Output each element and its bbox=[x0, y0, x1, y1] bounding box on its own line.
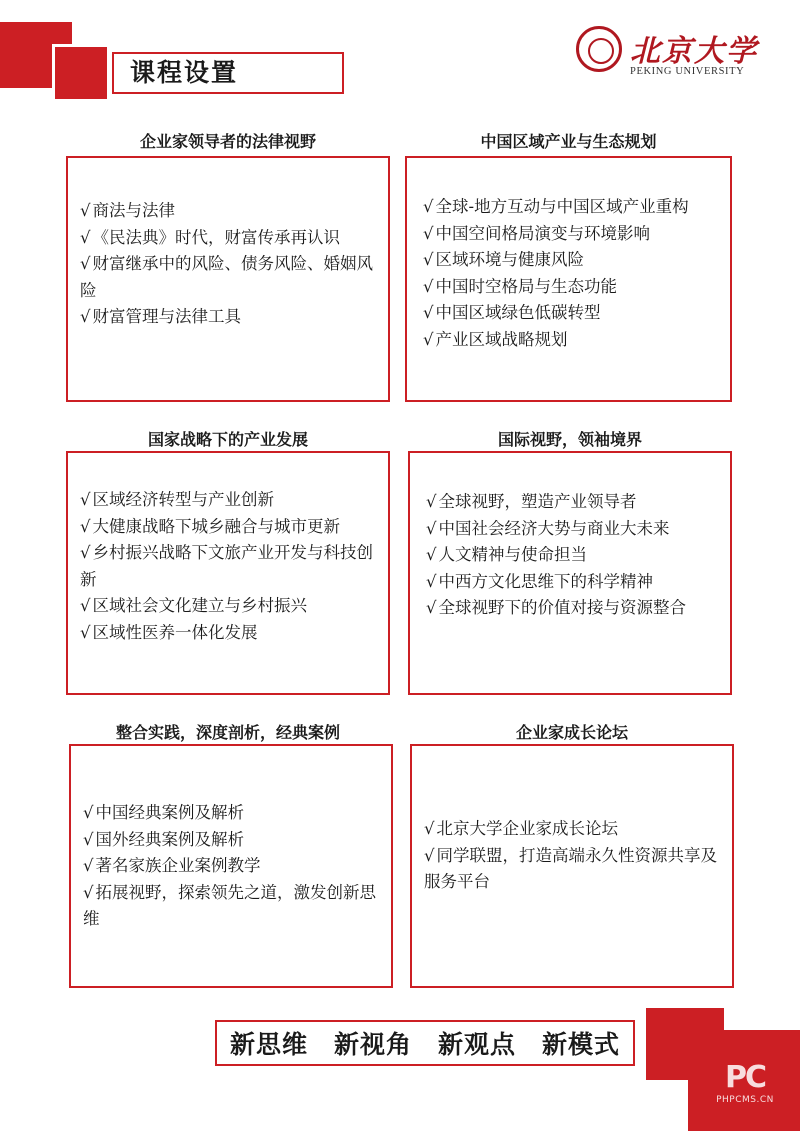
list-item: √ 著名家族企业案例教学 bbox=[83, 856, 261, 875]
list-item: √ 财富管理与法律工具 bbox=[80, 307, 242, 326]
list-item: √ 中国社会经济大势与商业大未来 bbox=[426, 518, 670, 538]
section-box-regional bbox=[405, 156, 732, 402]
list-item: √ 中国区域绿色低碳转型 bbox=[423, 303, 601, 322]
section-box-international bbox=[408, 451, 732, 695]
list-item: √ 中西方文化思维下的科学精神 bbox=[426, 571, 654, 591]
list-item: √ 全球视野，塑造产业领导者 bbox=[426, 492, 637, 511]
decor-red-square-small bbox=[52, 44, 110, 102]
list-item: √ 区域性医养一体化发展 bbox=[80, 622, 258, 642]
list-item: √ 大健康战略下城乡融合与城市更新 bbox=[80, 516, 341, 536]
section-box-forum bbox=[410, 744, 734, 988]
section-title-regional: 中国区域产业与生态规划 bbox=[480, 132, 657, 151]
list-item: √ 国外经典案例及解析 bbox=[83, 829, 245, 849]
list-item: √ 中国时空格局与生态功能 bbox=[423, 276, 618, 296]
list-item: √ 北京大学企业家成长论坛 bbox=[424, 819, 619, 838]
section-title-international: 国际视野，领袖境界 bbox=[497, 430, 642, 449]
section-title-legal: 企业家领导者的法律视野 bbox=[139, 132, 316, 151]
section-box-legal bbox=[66, 156, 390, 402]
logo-chinese-text: 北京大学 bbox=[630, 34, 758, 69]
watermark-logo: PC bbox=[724, 1060, 765, 1095]
slogan-new-perspective: 新视角 bbox=[333, 1030, 412, 1059]
list-item: √ 区域环境与健康风险 bbox=[423, 250, 585, 269]
section-title-industry: 国家战略下的产业发展 bbox=[147, 430, 308, 449]
list-item: √ 中国经典案例及解析 bbox=[83, 803, 245, 822]
list-item: √ 乡村振兴战略下文旅产业开发与科技创新 bbox=[80, 543, 374, 589]
section-box-industry bbox=[66, 451, 390, 695]
logo-english-text: PEKING UNIVERSITY bbox=[630, 66, 745, 77]
slogan-new-viewpoint: 新观点 bbox=[437, 1030, 516, 1059]
list-item: √ 区域社会文化建立与乡村振兴 bbox=[80, 596, 308, 615]
page-title: 课程设置 bbox=[112, 52, 344, 94]
university-logo bbox=[574, 26, 764, 82]
list-item: √ 财富继承中的风险、债务风险、婚姻风险 bbox=[80, 254, 374, 300]
list-item: √ 同学联盟，打造高端永久性资源共享及服务平台 bbox=[424, 845, 718, 891]
list-item: √ 商法与法律 bbox=[80, 201, 176, 220]
slogan-new-thinking: 新思维 bbox=[229, 1030, 308, 1059]
list-item: √ 中国空间格局演变与环境影响 bbox=[423, 223, 651, 243]
list-item: √ 《民法典》时代，财富传承再认识 bbox=[80, 227, 341, 247]
section-title-forum: 企业家成长论坛 bbox=[515, 723, 628, 742]
list-item: √ 产业区域战略规划 bbox=[423, 329, 568, 349]
list-item: √ 全球-地方互动与中国区域产业重构 bbox=[423, 197, 689, 216]
list-item: √ 区域经济转型与产业创新 bbox=[80, 490, 275, 509]
section-title-cases: 整合实践，深度剖析，经典案例 bbox=[115, 723, 340, 742]
watermark-text: PHPCMS.CN bbox=[716, 1095, 774, 1105]
slogan-new-model: 新模式 bbox=[541, 1030, 620, 1059]
watermark bbox=[700, 1060, 790, 1122]
list-item: √ 全球视野下的价值对接与资源整合 bbox=[426, 598, 687, 617]
slogan-bar bbox=[215, 1020, 635, 1066]
section-box-cases bbox=[69, 744, 393, 988]
list-item: √ 人文精神与使命担当 bbox=[426, 545, 588, 564]
university-seal-icon bbox=[576, 26, 622, 72]
list-item: √ 拓展视野，探索领先之道，激发创新思维 bbox=[83, 882, 377, 928]
